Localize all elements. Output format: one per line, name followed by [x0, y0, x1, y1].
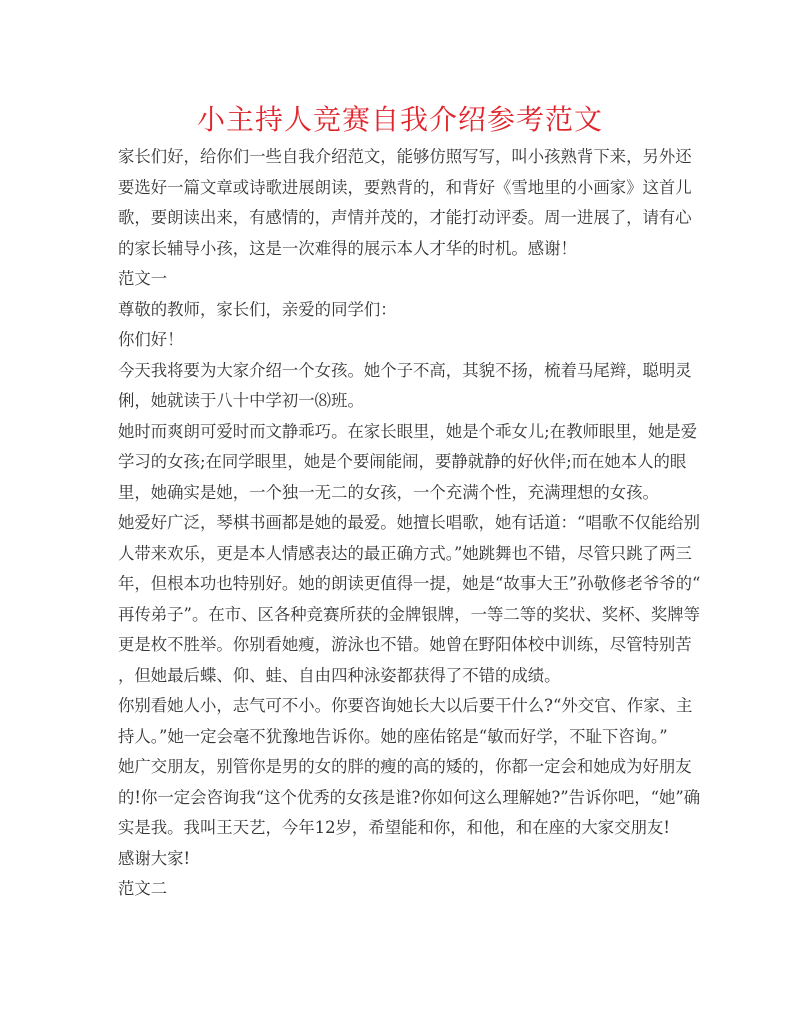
text-line: 歌，要朗读出来，有感情的，声情并茂的，才能打动评委。周一进展了，请有心	[118, 208, 692, 227]
text-line: 的家长辅导小孩，这是一次难得的展示本人才华的时机。感谢！	[118, 238, 577, 258]
text-line: 她时而爽朗可爱时而文静乖巧。在家长眼里，她是个乖女儿;在教师眼里，她是爱	[118, 421, 698, 441]
paragraph	[118, 417, 698, 509]
text-line: 今天我将要为大家介绍一个女孩。她个子不高，其貌不扬，梳着马尾辫，聪明灵	[118, 360, 692, 380]
text-line: 俐，她就读于八十中学初一⑻班。	[118, 391, 364, 410]
paragraph	[118, 752, 701, 844]
document-body	[118, 142, 701, 905]
text-line: 再传弟子”。在市、区各种竞赛所获的金牌银牌，一等二等的奖状、奖杯、奖牌等	[118, 604, 701, 624]
paragraph	[118, 295, 684, 326]
text-line: 家长们好，给你们一些自我介绍范文，能够仿照写写，叫小孩熟背下来，另外还	[118, 147, 692, 166]
document-title: 小主持人竞赛自我介绍参考范文	[196, 103, 603, 136]
text-line: 感谢大家!	[118, 848, 191, 868]
paragraph	[118, 874, 684, 905]
paragraph	[118, 508, 701, 691]
text-line: 她爱好广泛，琴棋书画都是她的最爱。她擅长唱歌，她有话道：“唱歌不仅能给别	[118, 513, 701, 532]
text-line: 持人。”她一定会毫不犹豫地告诉你。她的座佑铭是“敏而好学，不耻下咨询。”	[118, 726, 668, 746]
text-line: 范文二	[118, 879, 168, 898]
text-line: 更是枚不胜举。你别看她瘦，游泳也不错。她曾在野阳体校中训练，尽管特别苦	[118, 635, 692, 654]
paragraph	[118, 264, 684, 295]
text-line: 学习的女孩;在同学眼里，她是个要闹能闹，要静就静的好伙伴;而在她本人的眼	[118, 452, 687, 471]
text-line: 里，她确实是她，一个独一无二的女孩，一个充满个性，充满理想的女孩。	[118, 482, 659, 502]
text-line: 你们好！	[118, 330, 184, 349]
text-line: 你别看她人小，志气可不小。你要咨询她长大以后要干什么?“外交官、作家、主	[118, 696, 693, 715]
text-line: ，但她最后蝶、仰、蛙、自由四种泳姿都获得了不错的成绩。	[118, 665, 561, 685]
text-line: 年，但根本功也特别好。她的朗读更值得一提，她是“故事大王”孙敬修老爷爷的“	[118, 574, 701, 593]
text-line: 要选好一篇文章或诗歌进展朗读，要熟背的，和背好《雪地里的小画家》这首儿	[118, 177, 692, 197]
text-line: 人带来欢乐，更是本人情感表达的最正确方式。”她跳舞也不错，尽管只跳了两三	[118, 543, 692, 563]
text-line: 实是我。我叫王天艺，今年12岁，希望能和你，和他，和在座的大家交朋友!	[118, 818, 670, 837]
text-line: 尊敬的教师，家长们，亲爱的同学们：	[118, 299, 397, 319]
text-line: 的!你一定会咨询我“这个优秀的女孩是谁?你如何这么理解她?”告诉你吧，“她”确	[118, 787, 701, 807]
paragraph	[118, 325, 684, 356]
paragraph	[118, 844, 684, 875]
paragraph	[118, 356, 692, 417]
text-line: 范文一	[118, 269, 168, 288]
text-line: 她广交朋友，别管你是男的女的胖的瘦的高的矮的，你都一定会和她成为好朋友	[118, 757, 692, 776]
paragraph	[118, 142, 692, 264]
paragraph	[118, 691, 693, 752]
